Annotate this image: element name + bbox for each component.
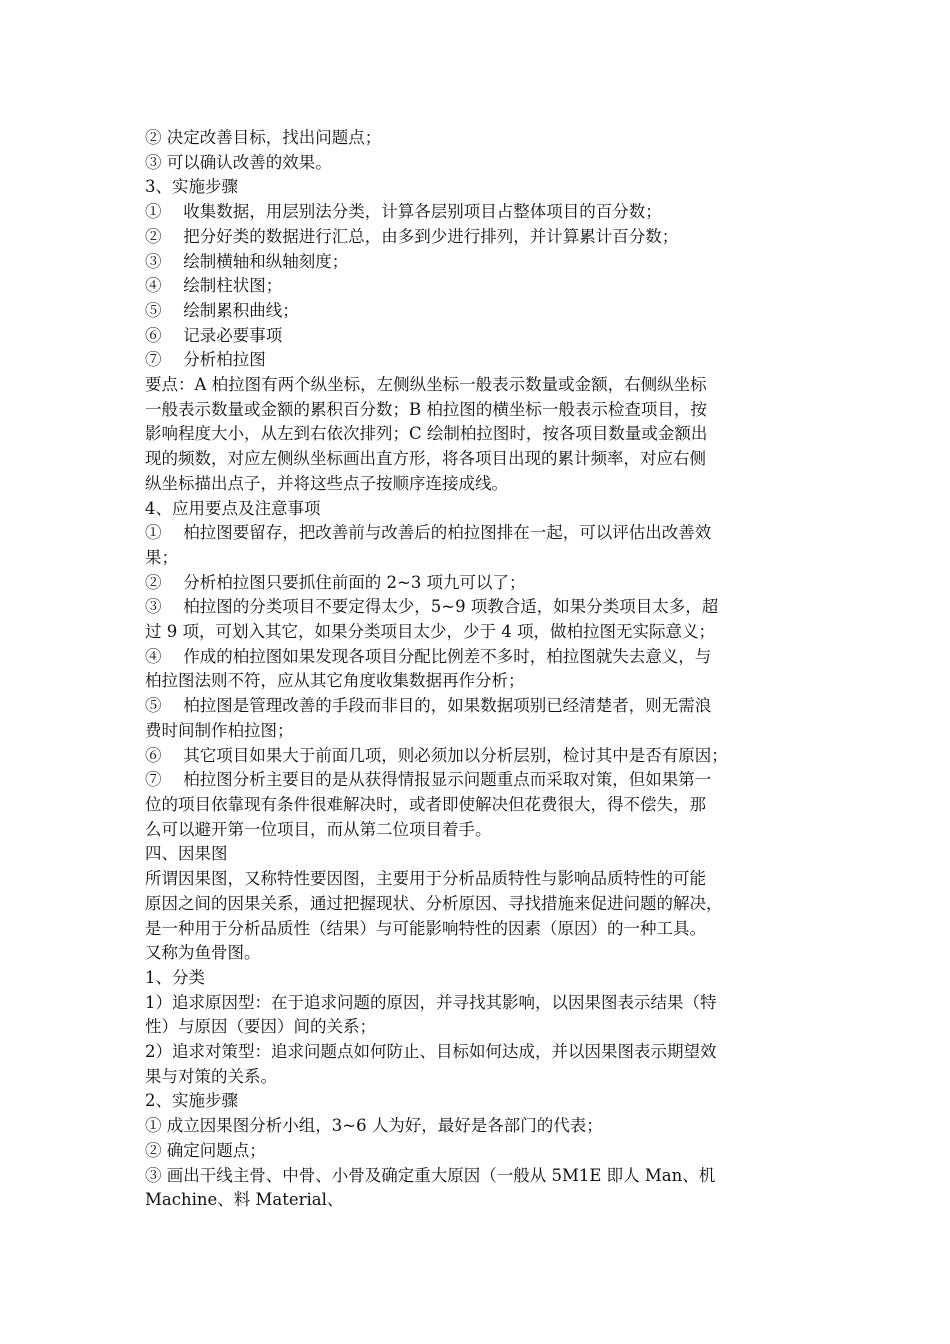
text-line: ⑥ 记录必要事项 [145,325,283,345]
text-line: ④ 绘制柱状图； [145,276,283,296]
text-line: ① 成立因果图分析小组，3~6 人为好，最好是各部门的代表； [145,1116,603,1136]
text-line: ② 决定改善目标，找出问题点； [145,128,382,147]
text-line: 要点：A 柏拉图有两个纵坐标，左侧纵坐标一般表示数量或金额，右侧纵坐标 [145,375,707,395]
text-line: ② 确定问题点； [145,1140,266,1160]
text-line: 3、实施步骤 [145,177,238,197]
text-line: ② 分析柏拉图只要抓住前面的 2~3 项九可以了； [145,572,526,592]
text-line: 费时间制作柏拉图； [145,720,294,740]
text-line: ② 把分好类的数据进行汇总，由多到少进行排列，并计算累计百分数； [145,226,679,246]
text-line: 所谓因果图，又称特性要因图，主要用于分析品质特性与影响品质特性的可能 [145,869,706,889]
text-line: ⑥ 其它项目如果大于前面几项，则必须加以分析层别，检讨其中是否有原因； [145,745,728,765]
text-line: 现的频数，对应左侧纵坐标画出直方形，将各项目出现的累计频率，对应右侧 [145,449,706,469]
text-line: ④ 作成的柏拉图如果发现各项目分配比例差不多时，柏拉图就失去意义，与 [145,646,712,666]
text-line: 是一种用于分析品质性（结果）与可能影响特性的因素（原因）的一种工具。 [145,918,706,938]
text-line: 1、分类 [145,967,205,987]
text-line: 果与对策的关系。 [145,1066,277,1086]
text-line: ① 柏拉图要留存，把改善前与改善后的柏拉图排在一起，可以评估出改善效 [145,523,712,543]
text-line: 纵坐标描出点子，并将这些点子按顺序连接成线。 [145,473,508,493]
text-line: 四、因果图 [145,844,228,864]
text-line: 柏拉图法则不符，应从其它角度收集数据再作分析； [145,671,525,691]
text-line: ⑦ 柏拉图分析主要目的是从获得情报显示问题重点而采取对策，但如果第一 [145,770,712,790]
text-line: 性）与原因（要因）间的关系； [145,1017,376,1037]
text-line: 果； [145,547,178,567]
text-line: 影响程度大小，从左到右依次排列；C 绘制柏拉图时，按各项目数量或金额出 [145,424,708,444]
text-line: 2）追求对策型：追求问题点如何防止、目标如何达成，并以因果图表示期望效 [145,1042,717,1062]
text-line: ③ 可以确认改善的效果。 [145,152,332,172]
document-body [145,126,807,1213]
text-line: ③ 绘制横轴和纵轴刻度； [145,251,349,271]
text-line: ① 收集数据，用层别法分类，计算各层别项目占整体项目的百分数； [145,202,662,222]
text-line: 么可以避开第一位项目，而从第二位项目着手。 [145,819,492,839]
text-line: 一般表示数量或金额的累积百分数；B 柏拉图的横坐标一般表示检查项目，按 [145,399,707,419]
text-line: 又称为鱼骨图。 [145,943,261,963]
text-line: 4、应用要点及注意事项 [145,498,321,518]
text-line: 位的项目依靠现有条件很难解决时，或者即使解决但花费很大，得不偿失，那 [145,794,706,814]
text-line: ⑤ 绘制累积曲线； [145,300,299,320]
text-line: 1）追求原因型：在于追求问题的原因，并寻找其影响，以因果图表示结果（特 [145,992,717,1012]
text-line: ③ 画出干线主骨、中骨、小骨及确定重大原因（一般从 5M1E 即人 Man、机 [145,1165,716,1185]
text-line: ⑤ 柏拉图是管理改善的手段而非目的，如果数据项别已经清楚者，则无需浪 [145,696,712,716]
text-line: Machine、料 Material、 [145,1190,344,1210]
text-line: ⑦ 分析柏拉图 [145,350,266,370]
text-line: 原因之间的因果关系，通过把握现状、分析原因、寻找措施来促进问题的解决， [145,893,723,913]
text-line: 2、实施步骤 [145,1091,238,1111]
text-line: ③ 柏拉图的分类项目不要定得太少，5~9 项教合适，如果分类项目太多，超 [145,597,719,617]
text-line: 过 9 项，可划入其它，如果分类项目太少，少于 4 项，做柏拉图无实际意义； [145,622,715,642]
